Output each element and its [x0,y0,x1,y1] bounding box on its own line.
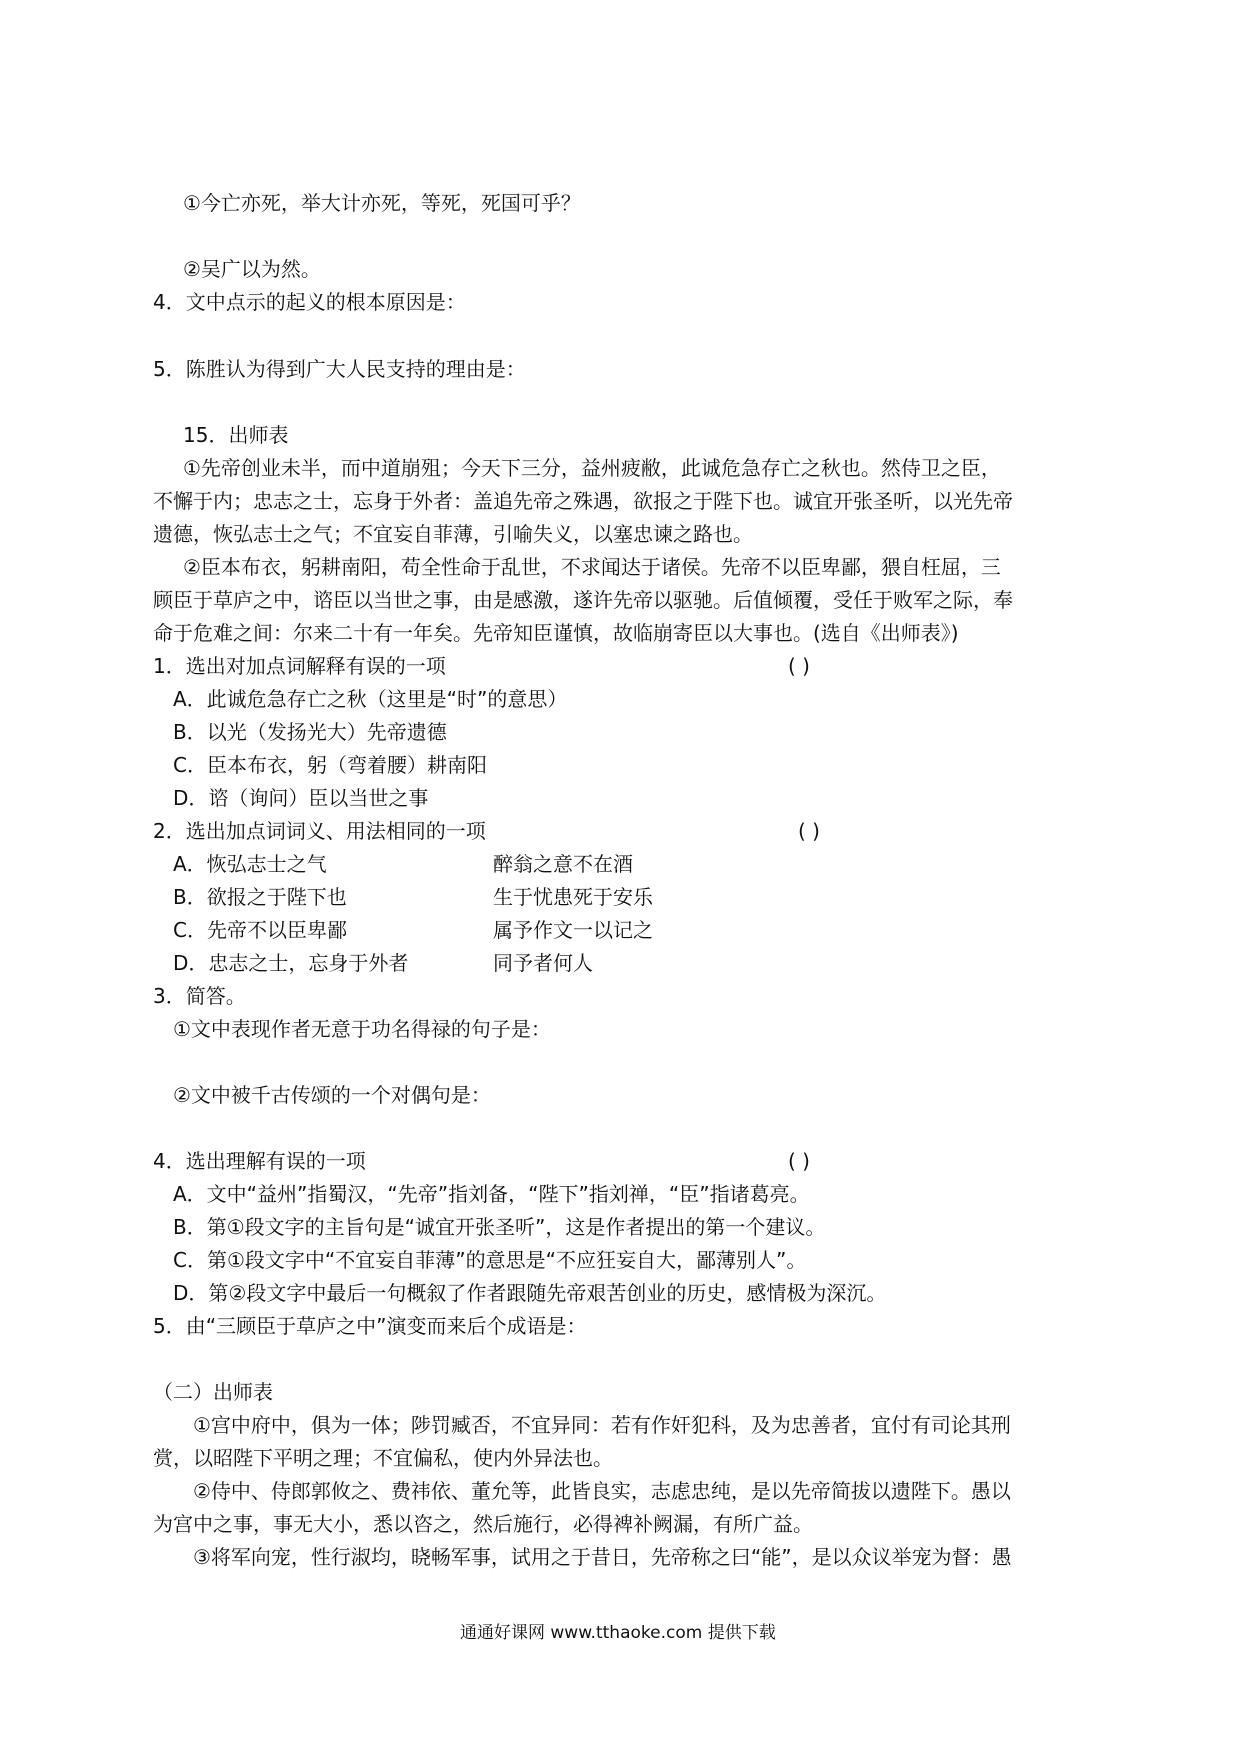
text-line: ②臣本布衣，躬耕南阳，苟全性命于乱世，不求闻达于诸侯。先帝不以臣卑鄙，猥自枉屈，三 [183,555,1001,579]
option-b: B．第①段文字的主旨句是“诚宜开张圣听”，这是作者提出的第一个建议。 [173,1215,826,1239]
text-line: ①宫中府中，俱为一体；陟罚臧否，不宜异同：若有作奸犯科，及为忠善者，宜付有司论其刑 [193,1413,1011,1437]
option-c: C．先帝不以臣卑鄙 [173,918,347,942]
sub-question: ①文中表现作者无意于功名得禄的句子是： [173,1017,551,1041]
question-4: 4．选出理解有误的一项 [153,1149,366,1173]
text-line: ②侍中、侍郎郭攸之、费祎依、董允等，此皆良实，志虑忠纯，是以先帝简拔以遗陛下。愚以 [193,1479,1011,1503]
text-line: ②吴广以为然。 [183,257,321,281]
text-line: 不懈于内；忠志之士，忘身于外者：盖追先帝之殊遇，欲报之于陛下也。诚宜开张圣听，以光先帝 [153,489,1013,513]
text-line: ③将军向宠，性行淑均，晓畅军事，试用之于昔日，先帝称之曰“能”，是以众议举宠为督：愚 [193,1545,1012,1569]
question-5: 5．由“三顾臣于草庐之中”演变而来后个成语是： [153,1314,587,1338]
option-a: A．此诚危急存亡之秋（这里是“时”的意思） [173,687,568,711]
text-line: 顾臣于草庐之中，谘臣以当世之事，由是感激，遂许先帝以驱驰。后值倾覆，受任于败军之际，奉 [153,588,1013,612]
sub-question: ②文中被千古传颂的一个对偶句是： [173,1083,491,1107]
option-a: A．文中“益州”指蜀汉，“先帝”指刘备，“陛下”指刘禅，“臣”指诸葛亮。 [173,1182,810,1206]
answer-bracket: ( ) [788,1149,810,1173]
option-b: B．欲报之于陛下也 [173,885,347,909]
option-d: D．忠志之士，忘身于外者 [173,951,409,975]
question-3: 3．简答。 [153,984,246,1008]
option-d: D．谘（询问）臣以当世之事 [173,786,429,810]
option-c: C．臣本布衣，躬（弯着腰）耕南阳 [173,753,487,777]
question-4: 4．文中点示的起义的根本原因是： [153,290,466,314]
option-b: B．以光（发扬光大）先帝遗德 [173,720,447,744]
section-title: （二）出师表 [153,1380,273,1404]
question-2: 2．选出加点词词义、用法相同的一项 [153,819,486,843]
option-c-compare: 属予作文一以记之 [493,918,653,942]
question-5: 5．陈胜认为得到广大人民支持的理由是： [153,357,526,381]
option-c: C．第①段文字中“不宜妄自菲薄”的意思是“不应狂妄自大，鄙薄别人”。 [173,1248,807,1272]
answer-bracket: ( ) [798,819,820,843]
option-a-compare: 醉翁之意不在酒 [493,852,633,876]
option-a: A．恢弘志士之气 [173,852,327,876]
option-d: D．第②段文字中最后一句概叙了作者跟随先帝艰苦创业的历史，感情极为深沉。 [173,1281,887,1305]
text-line: 赏，以昭陛下平明之理；不宜偏私，使内外异法也。 [153,1446,613,1470]
option-b-compare: 生于忧患死于安乐 [493,885,653,909]
text-line: ①先帝创业未半，而中道崩殂；今天下三分，益州疲敝，此诚危急存亡之秋也。然侍卫之臣， [183,456,1001,480]
question-1: 1．选出对加点词解释有误的一项 [153,654,446,678]
text-line: 遗德，恢弘志士之气；不宜妄自菲薄，引喻失义，以塞忠谏之路也。 [153,522,753,546]
option-d-compare: 同予者何人 [493,951,593,975]
text-line: ①今亡亦死，举大计亦死，等死，死国可乎？ [183,191,581,215]
text-line: 命于危难之间：尔来二十有一年矣。先帝知臣谨慎，故临崩寄臣以大事也。(选自《出师表》) [153,621,959,645]
page-footer: 通通好课网 www.tthaoke.com 提供下载 [460,1623,776,1643]
section-title: 15．出师表 [183,423,289,447]
text-line: 为宫中之事，事无大小，悉以咨之，然后施行，必得裨补阙漏，有所广益。 [153,1512,813,1536]
answer-bracket: ( ) [788,654,810,678]
